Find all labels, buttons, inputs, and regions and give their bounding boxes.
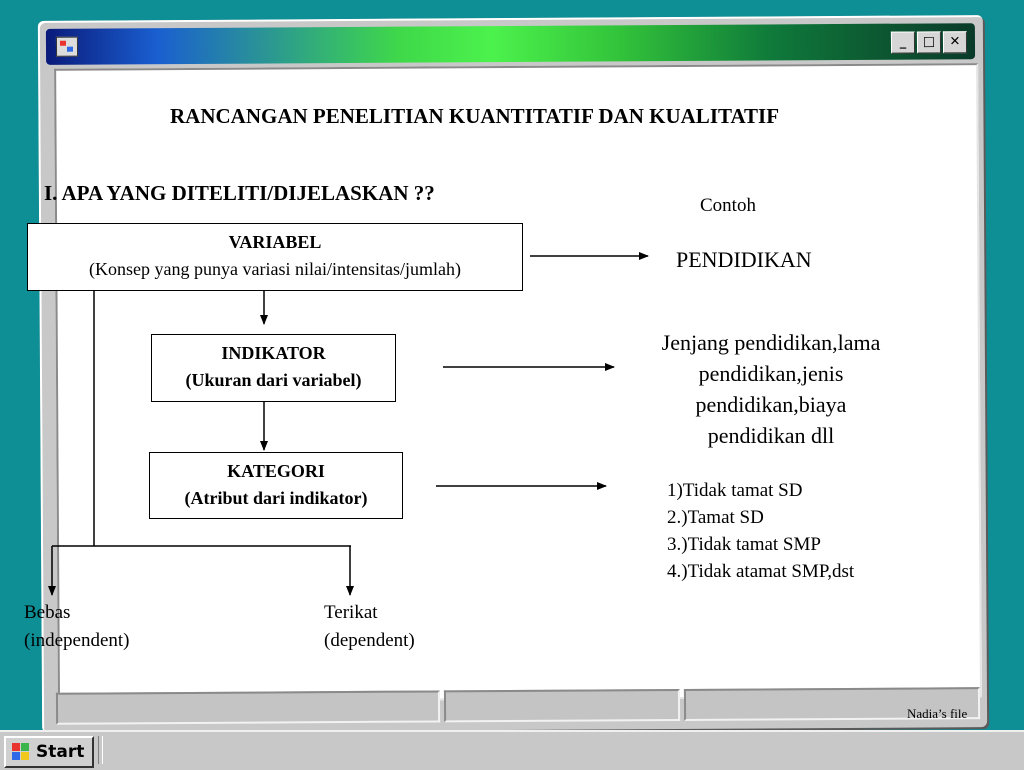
bebas-line1: Bebas: [24, 602, 71, 623]
taskbar-separator: [98, 736, 103, 764]
bebas-line2: (independent): [24, 630, 130, 651]
example-indikator-line: pendidikan,jenis: [698, 361, 844, 386]
example-kategori-list: [667, 477, 854, 585]
terikat-line2: (dependent): [324, 630, 415, 651]
kategori-box: [149, 452, 403, 519]
slide-title: RANCANGAN PENELITIAN KUANTITATIF DAN KUALITATIF: [170, 104, 780, 128]
terikat-line1: Terikat: [324, 602, 378, 623]
example-indikator-line: pendidikan,biaya: [695, 392, 847, 417]
example-indikator-line: Jenjang pendidikan,lama: [661, 330, 881, 355]
kategori-desc: (Atribut dari indikator): [184, 488, 368, 508]
variabel-desc: (Konsep yang punya variasi nilai/intensitas/jumlah): [89, 259, 461, 279]
list-item: 3.)Tidak tamat SMP: [667, 534, 821, 555]
contoh-label: Contoh: [700, 195, 756, 216]
section-heading: I. APA YANG DITELITI/DIJELASKAN ??: [44, 181, 435, 205]
example-variabel: PENDIDIKAN: [676, 247, 812, 272]
start-button[interactable]: [4, 736, 94, 768]
windows-logo-icon: [12, 743, 30, 761]
terikat-label: [324, 599, 415, 655]
list-item: 4.)Tidak atamat SMP,dst: [667, 561, 855, 582]
footer-credit: Nadia’s file: [907, 706, 968, 721]
indikator-box: [151, 334, 396, 402]
example-indikator-line: pendidikan dll: [707, 423, 835, 448]
taskbar: [0, 730, 1024, 770]
bebas-label: [24, 599, 130, 655]
list-item: 1)Tidak tamat SD: [667, 480, 803, 501]
start-label: Start: [36, 742, 85, 762]
close-button[interactable]: ✕: [943, 31, 967, 53]
maximize-button[interactable]: □: [917, 31, 941, 53]
variabel-title: VARIABEL: [228, 232, 322, 252]
indikator-desc: (Ukuran dari variabel): [185, 370, 362, 390]
minimize-button[interactable]: _: [891, 32, 915, 54]
variabel-box: [27, 223, 523, 291]
kategori-title: KATEGORI: [227, 461, 325, 481]
indikator-title: INDIKATOR: [221, 343, 326, 363]
list-item: 2.)Tamat SD: [667, 507, 764, 528]
example-indikator: [636, 327, 906, 451]
